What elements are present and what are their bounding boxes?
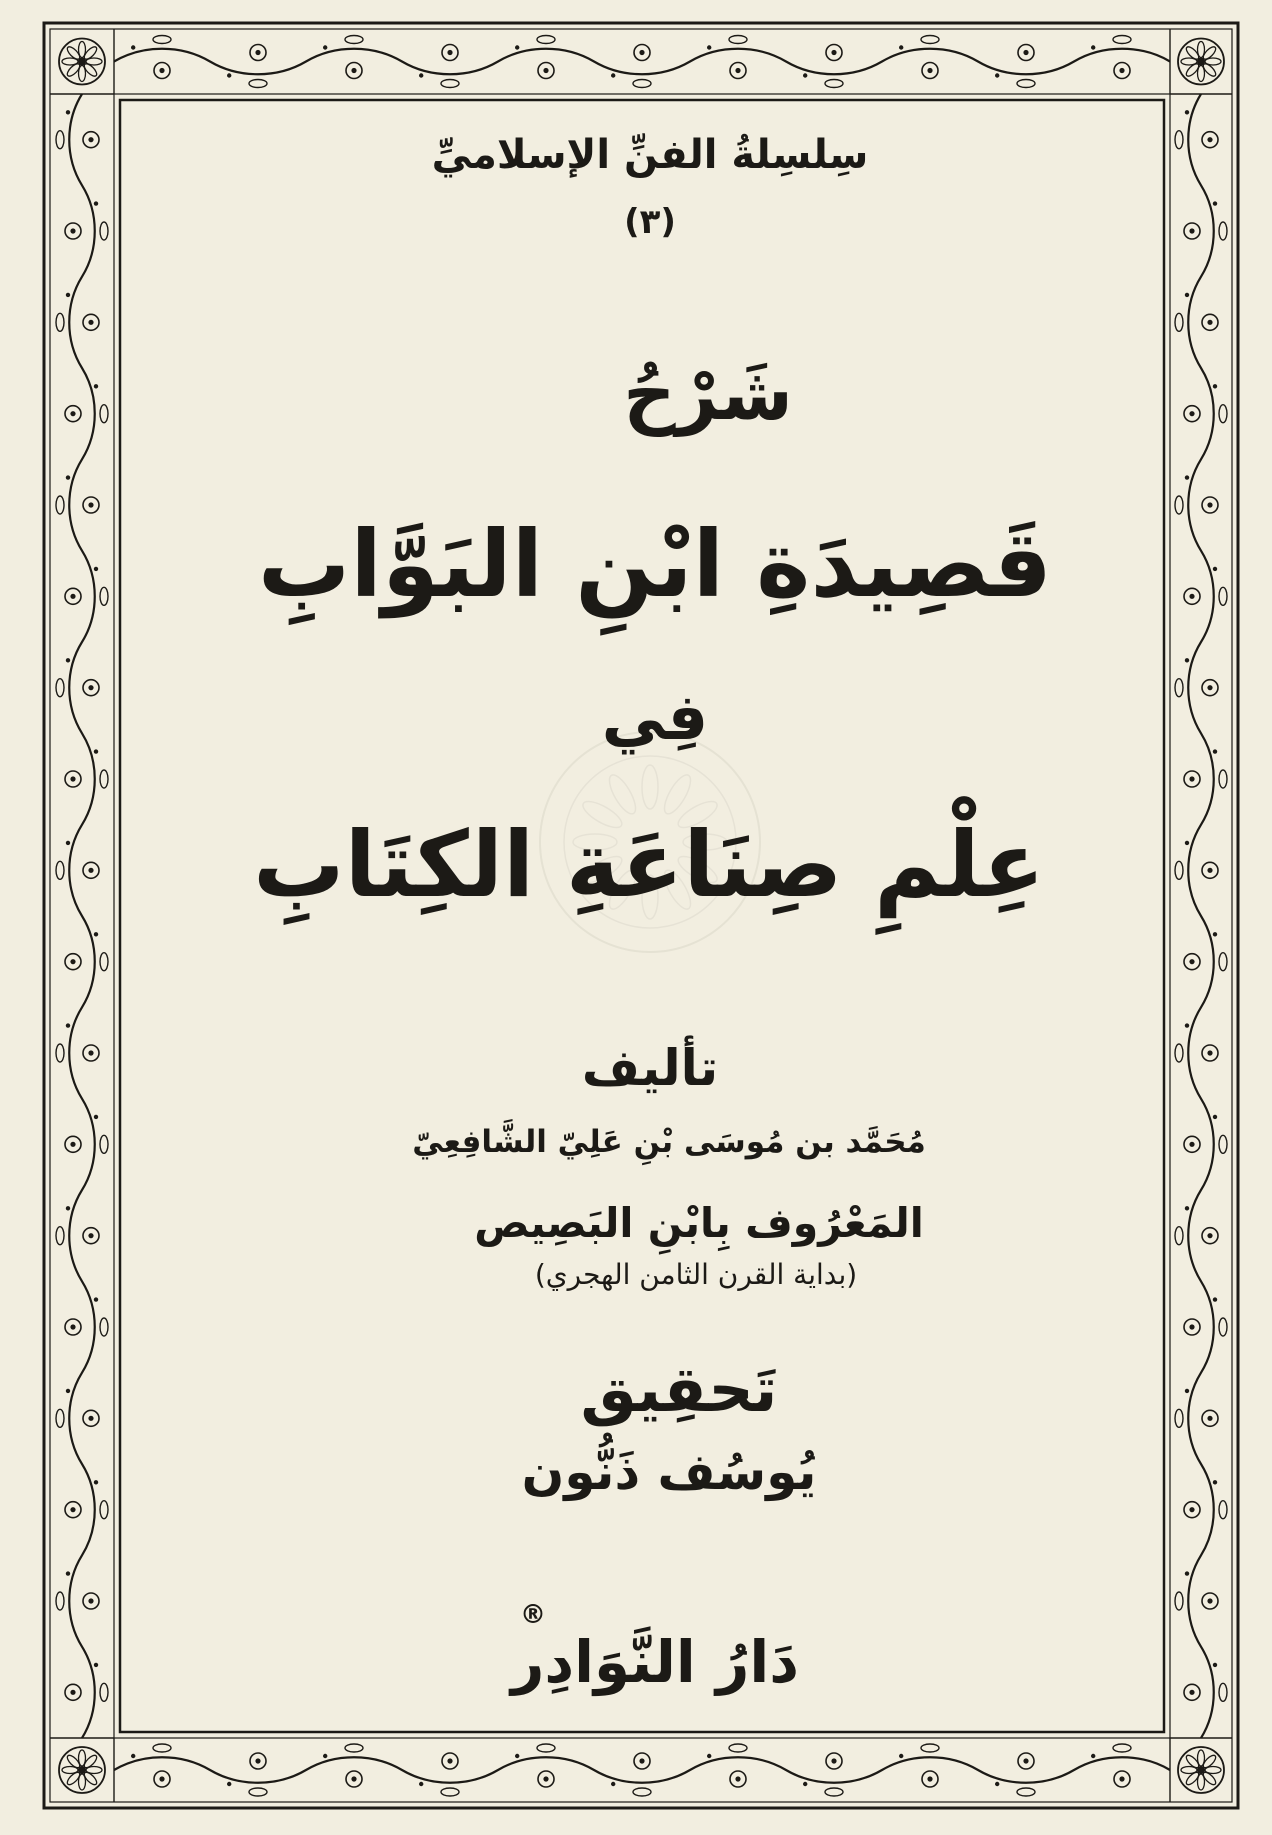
- border-leaf: [56, 679, 64, 697]
- border-leaf: [249, 1788, 267, 1796]
- border-leaf: [633, 80, 651, 88]
- border-bud: [1185, 1571, 1189, 1575]
- border-leaf: [100, 405, 108, 423]
- border-bud: [227, 1782, 231, 1786]
- editor-label: تَحقِيق: [580, 1353, 778, 1426]
- author-known-as-line: [177, 1180, 1221, 1260]
- border-bud: [1213, 932, 1217, 936]
- main-title-line-1: [133, 475, 1177, 645]
- border-curl-center: [447, 1758, 452, 1763]
- main-title-1: قَصِيدَةِ ابْنِ البَوَّابِ: [257, 511, 1053, 618]
- border-curl-center: [88, 502, 93, 507]
- author-name: مُحَمَّد بن مُوسَى بْنِ عَلِيّ الشَّافِعِيّ: [412, 1124, 926, 1160]
- border-leaf: [100, 770, 108, 788]
- border-curl-center: [1119, 1776, 1124, 1781]
- border-leaf: [100, 1501, 108, 1519]
- border-leaf: [1113, 36, 1131, 44]
- border-bud: [66, 841, 70, 845]
- border-curl-center: [1189, 1324, 1194, 1329]
- border-bud: [66, 475, 70, 479]
- border-bud: [1213, 749, 1217, 753]
- border-leaf: [1113, 1744, 1131, 1752]
- border-curl-center: [88, 320, 93, 325]
- border-bud: [131, 1754, 135, 1758]
- border-bud: [611, 1782, 615, 1786]
- border-curl-center: [543, 68, 548, 73]
- author-known-as: المَعْرُوف بِابْنِ البَصِيص: [474, 1199, 924, 1247]
- border-curl-center: [1189, 776, 1194, 781]
- border-curl-center: [1023, 50, 1028, 55]
- border-bud: [94, 1663, 98, 1667]
- border-bud: [94, 1480, 98, 1484]
- border-leaf: [921, 36, 939, 44]
- border-leaf: [100, 1135, 108, 1153]
- border-curl-center: [70, 1690, 75, 1695]
- border-curl-center: [1207, 502, 1212, 507]
- series-number-line: [128, 197, 1172, 247]
- author-name-line: [147, 1095, 1191, 1175]
- border-leaf: [1219, 1683, 1227, 1701]
- title-connector-line: [133, 668, 1177, 768]
- border-bud: [227, 73, 231, 77]
- border-curl-center: [927, 68, 932, 73]
- border-bud: [131, 45, 135, 49]
- border-curl-center: [447, 50, 452, 55]
- border-curl-center: [927, 1776, 932, 1781]
- series-title: سِلسِلةُ الفنِّ الإسلاميِّ: [431, 132, 869, 178]
- border-leaf: [1175, 861, 1183, 879]
- border-curl-center: [1207, 137, 1212, 142]
- border-curl-center: [639, 1758, 644, 1763]
- series-title-line: [128, 112, 1172, 192]
- border-bud: [1185, 475, 1189, 479]
- border-bud: [1185, 658, 1189, 662]
- border-curl-center: [88, 137, 93, 142]
- border-curl-center: [70, 1324, 75, 1329]
- border-leaf: [100, 587, 108, 605]
- corner-rosette-center: [78, 58, 86, 66]
- border-bud: [995, 73, 999, 77]
- border-bud: [1185, 841, 1189, 845]
- border-leaf: [1219, 770, 1227, 788]
- border-bud: [1213, 201, 1217, 205]
- border-bud: [66, 1389, 70, 1393]
- border-curl-center: [70, 776, 75, 781]
- border-leaf: [100, 1683, 108, 1701]
- border-bud: [419, 1782, 423, 1786]
- border-bud: [66, 1206, 70, 1210]
- border-leaf: [56, 861, 64, 879]
- border-leaf: [56, 1044, 64, 1062]
- border-bud: [1091, 45, 1095, 49]
- border-vine: [69, 94, 95, 1738]
- border-curl-center: [1189, 228, 1194, 233]
- title-connector: فِي: [601, 681, 709, 755]
- border-bud: [94, 384, 98, 388]
- border-bud: [66, 658, 70, 662]
- border-leaf: [729, 36, 747, 44]
- author-era: (بداية القرن الثامن الهجري): [534, 1258, 858, 1291]
- border-curl-center: [351, 68, 356, 73]
- border-curl-center: [88, 1233, 93, 1238]
- border-bud: [323, 1754, 327, 1758]
- border-bud: [66, 1023, 70, 1027]
- registered-mark: ®: [520, 1600, 546, 1630]
- border-leaf: [1219, 1501, 1227, 1519]
- border-curl-center: [1207, 685, 1212, 690]
- border-leaf: [56, 1592, 64, 1610]
- border-curl-center: [1207, 1050, 1212, 1055]
- border-bud: [899, 1754, 903, 1758]
- border-leaf: [825, 80, 843, 88]
- border-leaf: [153, 36, 171, 44]
- corner-rosette-center: [78, 1766, 86, 1774]
- border-curl-center: [831, 50, 836, 55]
- border-leaf: [1219, 953, 1227, 971]
- border-bud: [1213, 567, 1217, 571]
- border-curl-center: [70, 1507, 75, 1512]
- border-leaf: [56, 496, 64, 514]
- border-leaf: [1017, 1788, 1035, 1796]
- border-bud: [1213, 1480, 1217, 1484]
- border-bud: [515, 45, 519, 49]
- border-bud: [707, 1754, 711, 1758]
- title-prefix: شَرْحُ: [623, 352, 793, 437]
- border-leaf: [1175, 1044, 1183, 1062]
- border-curl-center: [735, 1776, 740, 1781]
- border-bud: [94, 1115, 98, 1119]
- border-bud: [94, 1297, 98, 1301]
- border-curl-center: [70, 594, 75, 599]
- border-curl-center: [1207, 1416, 1212, 1421]
- corner-rosette-center: [1197, 58, 1205, 66]
- border-bud: [66, 1571, 70, 1575]
- border-curl-center: [639, 50, 644, 55]
- publisher-name: دَارُ النَّوَادِر: [511, 1628, 799, 1696]
- border-curl-center: [1189, 1690, 1194, 1695]
- border-leaf: [56, 131, 64, 149]
- border-leaf: [441, 1788, 459, 1796]
- border-curl-center: [88, 868, 93, 873]
- border-bud: [94, 932, 98, 936]
- border-curl-center: [735, 68, 740, 73]
- border-leaf: [1017, 80, 1035, 88]
- corner-rosette-center: [1197, 1766, 1205, 1774]
- border-bud: [419, 73, 423, 77]
- border-bud: [1213, 1115, 1217, 1119]
- border-curl-center: [70, 959, 75, 964]
- border-bud: [323, 45, 327, 49]
- publisher-line: [133, 1595, 1177, 1715]
- border-bud: [1185, 110, 1189, 114]
- border-leaf: [825, 1788, 843, 1796]
- border-leaf: [1219, 587, 1227, 605]
- border-leaf: [345, 1744, 363, 1752]
- border-bud: [66, 293, 70, 297]
- border-curl-center: [1119, 68, 1124, 73]
- border-leaf: [729, 1744, 747, 1752]
- border-bud: [515, 1754, 519, 1758]
- border-leaf: [153, 1744, 171, 1752]
- border-leaf: [441, 80, 459, 88]
- border-bud: [1091, 1754, 1095, 1758]
- border-leaf: [1219, 1318, 1227, 1336]
- author-era-line: [174, 1250, 1218, 1300]
- border-curl-center: [1207, 868, 1212, 873]
- border-leaf: [100, 222, 108, 240]
- border-curl-center: [70, 1142, 75, 1147]
- border-bud: [707, 45, 711, 49]
- border-leaf: [56, 1409, 64, 1427]
- border-leaf: [537, 36, 555, 44]
- border-bud: [1213, 1663, 1217, 1667]
- border-curl-center: [1023, 1758, 1028, 1763]
- border-leaf: [537, 1744, 555, 1752]
- border-curl-center: [543, 1776, 548, 1781]
- border-bud: [66, 110, 70, 114]
- border-bud: [611, 73, 615, 77]
- border-leaf: [1219, 1135, 1227, 1153]
- border-leaf: [249, 80, 267, 88]
- border-leaf: [921, 1744, 939, 1752]
- border-curl-center: [159, 1776, 164, 1781]
- border-bud: [1185, 1023, 1189, 1027]
- border-leaf: [100, 1318, 108, 1336]
- border-bud: [94, 201, 98, 205]
- border-bud: [1185, 293, 1189, 297]
- border-leaf: [56, 1227, 64, 1245]
- border-leaf: [633, 1788, 651, 1796]
- border-curl-center: [88, 1050, 93, 1055]
- border-curl-center: [88, 1598, 93, 1603]
- border-leaf: [1175, 131, 1183, 149]
- border-bud: [94, 749, 98, 753]
- border-curl-center: [70, 411, 75, 416]
- border-curl-center: [88, 685, 93, 690]
- border-curl-center: [831, 1758, 836, 1763]
- editor-name: يُوسُف ذَنُّون: [521, 1443, 817, 1501]
- border-leaf: [345, 36, 363, 44]
- main-title-line-2: [127, 775, 1171, 945]
- border-bud: [803, 73, 807, 77]
- title-prefix-line: [186, 325, 1230, 455]
- main-title-2: عِلْمِ صِنَاعَةِ الكِتَابِ: [253, 813, 1045, 918]
- border-bud: [803, 1782, 807, 1786]
- border-bud: [995, 1782, 999, 1786]
- border-curl-center: [159, 68, 164, 73]
- border-curl-center: [88, 1416, 93, 1421]
- border-curl-center: [255, 50, 260, 55]
- border-bud: [899, 45, 903, 49]
- border-curl-center: [1189, 594, 1194, 599]
- border-leaf: [1219, 222, 1227, 240]
- border-leaf: [100, 953, 108, 971]
- border-leaf: [56, 313, 64, 331]
- series-number: (٣): [624, 202, 676, 242]
- border-curl-center: [255, 1758, 260, 1763]
- border-curl-center: [1189, 959, 1194, 964]
- border-curl-center: [70, 228, 75, 233]
- border-curl-center: [1207, 1598, 1212, 1603]
- authorship-label: تأليف: [581, 1039, 719, 1097]
- border-bud: [94, 567, 98, 571]
- border-curl-center: [351, 1776, 356, 1781]
- editor-name-line: [147, 1402, 1191, 1522]
